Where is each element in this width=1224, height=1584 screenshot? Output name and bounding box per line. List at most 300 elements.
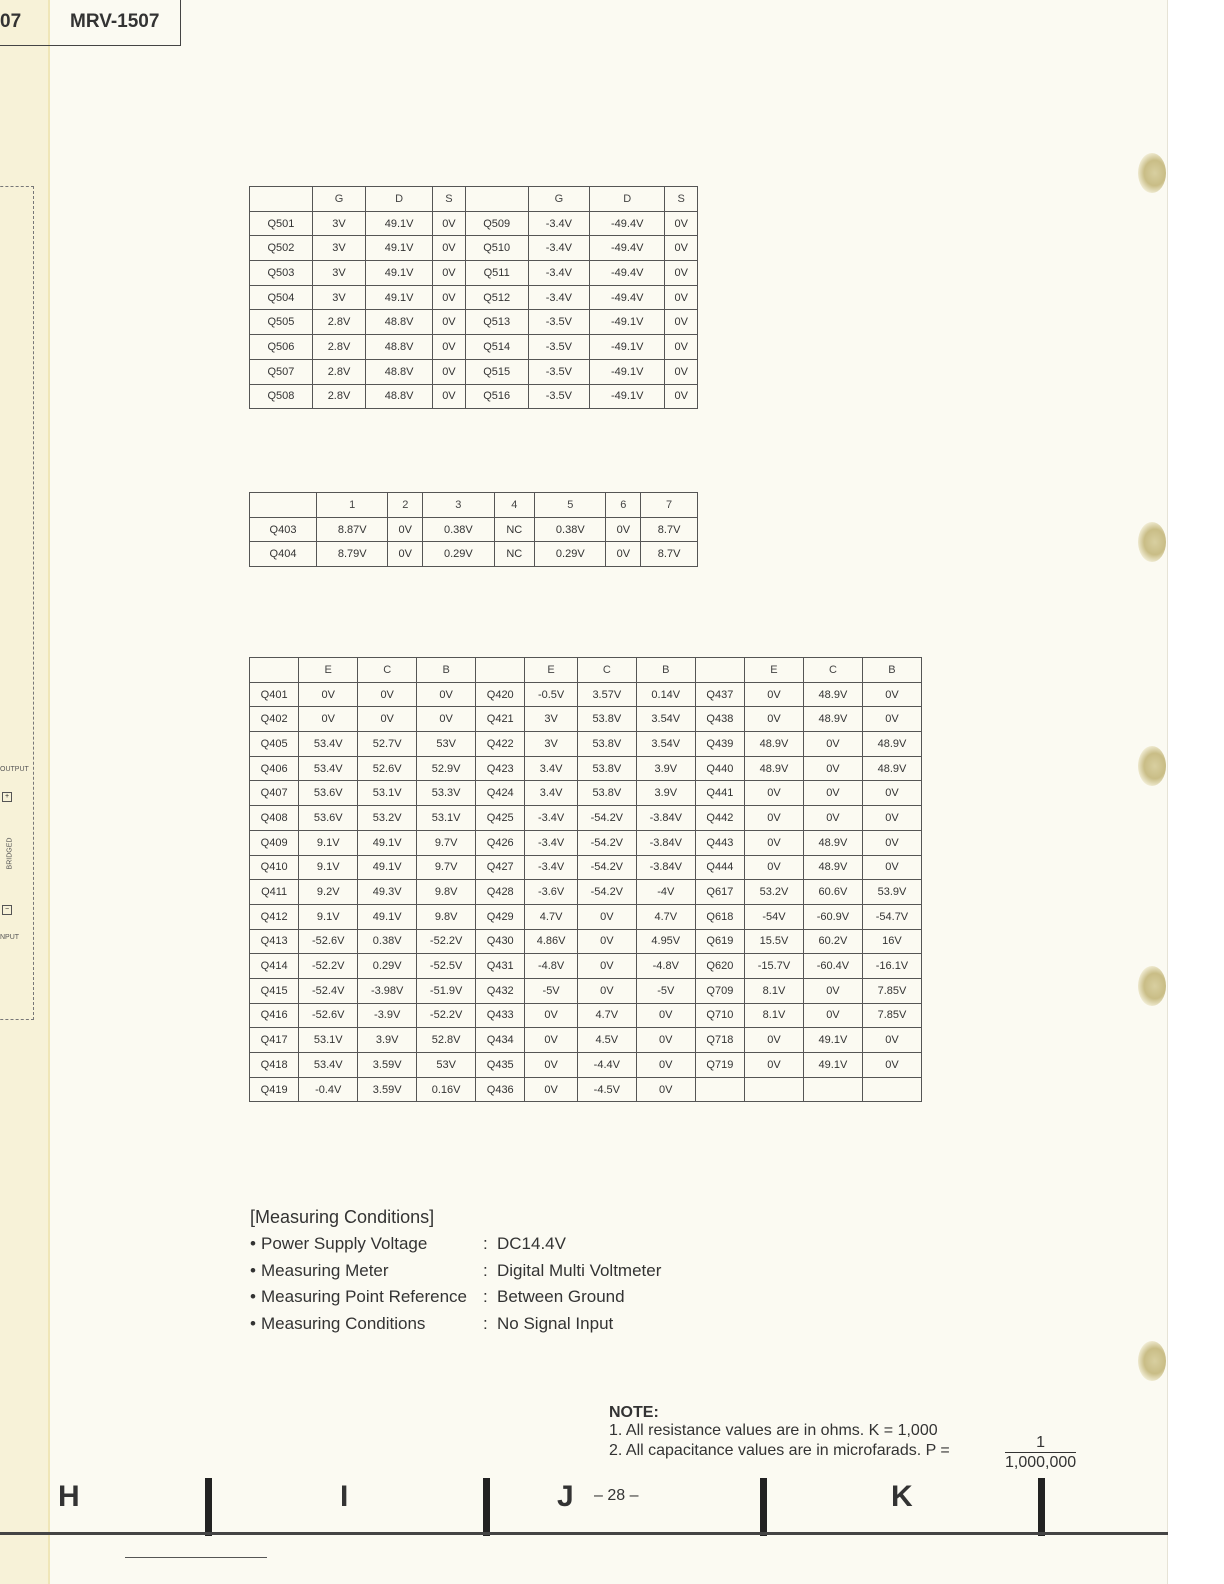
- table-cell: 52.6V: [358, 756, 417, 781]
- grid-letter-i: I: [340, 1480, 349, 1513]
- table-cell: 0V: [433, 211, 466, 236]
- table-cell: -4.4V: [577, 1053, 636, 1078]
- condition-value: No Signal Input: [497, 1313, 614, 1333]
- table-cell: 3.54V: [636, 732, 695, 757]
- table-row: [250, 236, 698, 261]
- table-cell: 9.1V: [299, 830, 358, 855]
- table-cell: 0V: [433, 236, 466, 261]
- table-cell: 0V: [417, 707, 476, 732]
- condition-row: [250, 1234, 566, 1261]
- table-row: [250, 1003, 922, 1028]
- table-cell: -15.7V: [745, 954, 804, 979]
- table-cell: Q414: [250, 954, 299, 979]
- table-cell: 9.8V: [417, 904, 476, 929]
- table-cell: -3.84V: [636, 806, 695, 831]
- table-cell: -52.4V: [299, 978, 358, 1003]
- table-row: [250, 384, 698, 409]
- table-cell: Q618: [695, 904, 744, 929]
- table-cell: 0V: [665, 335, 698, 360]
- grid-divider: [205, 1478, 212, 1536]
- table-cell: 3.4V: [525, 781, 577, 806]
- table-cell: -3.4V: [528, 285, 589, 310]
- header-page-fragment: 07: [0, 11, 22, 32]
- table-cell: -3.4V: [525, 806, 577, 831]
- table-cell: 3V: [312, 211, 365, 236]
- table-cell: 0V: [862, 707, 921, 732]
- table-cell: 52.8V: [417, 1028, 476, 1053]
- table-cell: Q427: [476, 855, 525, 880]
- table-cell: 0.38V: [423, 517, 494, 542]
- bottom-border-line: [0, 1532, 1168, 1535]
- grid-divider: [1038, 1478, 1045, 1536]
- table-cell: 4.7V: [525, 904, 577, 929]
- table-cell: Q444: [695, 855, 744, 880]
- table-cell: 2.8V: [312, 359, 365, 384]
- table-cell: -54.7V: [862, 904, 921, 929]
- table-cell: 0V: [433, 384, 466, 409]
- table-row: [250, 1077, 922, 1102]
- column-header: C: [358, 658, 417, 683]
- table-cell: 60.2V: [803, 929, 862, 954]
- column-header: S: [433, 187, 466, 212]
- table-cell: -52.6V: [299, 1003, 358, 1028]
- table-cell: 9.7V: [417, 830, 476, 855]
- column-header: B: [862, 658, 921, 683]
- table-cell: 2.8V: [312, 335, 365, 360]
- table-cell: 53.4V: [299, 1053, 358, 1078]
- condition-row: [250, 1287, 625, 1314]
- table-cell: Q441: [695, 781, 744, 806]
- condition-label: Measuring Conditions: [261, 1313, 426, 1333]
- table-cell: 53.2V: [358, 806, 417, 831]
- table-cell: 0V: [862, 855, 921, 880]
- table-cell: -51.9V: [417, 978, 476, 1003]
- table-cell: 0V: [577, 954, 636, 979]
- table-cell: Q442: [695, 806, 744, 831]
- table-cell: Q433: [476, 1003, 525, 1028]
- table-cell: -3.98V: [358, 978, 417, 1003]
- table-cell: -3.5V: [528, 359, 589, 384]
- table-cell: 48.8V: [366, 310, 433, 335]
- column-header: 5: [535, 493, 606, 518]
- table-cell: -49.4V: [590, 236, 665, 261]
- table-cell: 4.86V: [525, 929, 577, 954]
- column-header: [250, 187, 313, 212]
- table-cell: [862, 1077, 921, 1102]
- table-cell: 0V: [665, 285, 698, 310]
- table-cell: 7.85V: [862, 978, 921, 1003]
- binder-hole: [1138, 746, 1166, 786]
- table-cell: 0V: [862, 1053, 921, 1078]
- table-cell: 0V: [862, 781, 921, 806]
- table-cell: 0V: [636, 1028, 695, 1053]
- table-cell: Q416: [250, 1003, 299, 1028]
- conditions-title: [Measuring Conditions]: [250, 1207, 435, 1227]
- table-cell: Q709: [695, 978, 744, 1003]
- table-cell: 0V: [862, 806, 921, 831]
- table-cell: 0V: [665, 310, 698, 335]
- table-cell: 0.38V: [535, 517, 606, 542]
- table-cell: 53.8V: [577, 756, 636, 781]
- table-cell: Q426: [476, 830, 525, 855]
- table-row: [250, 211, 698, 236]
- table-cell: 53.6V: [299, 781, 358, 806]
- table-cell: 60.6V: [803, 880, 862, 905]
- table-row: [250, 285, 698, 310]
- table-cell: Q423: [476, 756, 525, 781]
- table-row: [250, 359, 698, 384]
- table-cell: Q402: [250, 707, 299, 732]
- ic-pin-voltage-table: [249, 492, 698, 567]
- table-cell: Q401: [250, 682, 299, 707]
- table-cell: Q408: [250, 806, 299, 831]
- table-cell: 49.1V: [358, 830, 417, 855]
- table-cell: Q422: [476, 732, 525, 757]
- table-cell: 3V: [525, 707, 577, 732]
- table-cell: 48.9V: [745, 732, 804, 757]
- table-row: [250, 830, 922, 855]
- table-cell: 3.4V: [525, 756, 577, 781]
- table-cell: 49.3V: [358, 880, 417, 905]
- table-cell: -49.1V: [590, 310, 665, 335]
- table-cell: 0V: [577, 904, 636, 929]
- table-cell: 48.9V: [803, 855, 862, 880]
- table-cell: 48.9V: [745, 756, 804, 781]
- table-cell: 53.8V: [577, 781, 636, 806]
- column-header: 2: [388, 493, 423, 518]
- table-cell: -3.4V: [525, 830, 577, 855]
- binder-hole: [1138, 966, 1166, 1006]
- table-cell: 0V: [803, 806, 862, 831]
- column-header: 3: [423, 493, 494, 518]
- table-row: [250, 707, 922, 732]
- table-cell: 49.1V: [358, 904, 417, 929]
- table-cell: Q516: [465, 384, 528, 409]
- table-cell: 0V: [606, 542, 641, 567]
- table-cell: 53V: [417, 1053, 476, 1078]
- table-cell: 0V: [665, 359, 698, 384]
- table-cell: 0V: [803, 1003, 862, 1028]
- table-cell: -49.4V: [590, 261, 665, 286]
- grid-divider: [760, 1478, 767, 1536]
- table-cell: 4.7V: [636, 904, 695, 929]
- fet-voltage-table: [249, 186, 698, 409]
- table-cell: 0V: [862, 1028, 921, 1053]
- table-cell: 0V: [433, 359, 466, 384]
- table-cell: -52.2V: [299, 954, 358, 979]
- table-cell: Q515: [465, 359, 528, 384]
- table-cell: 3V: [312, 261, 365, 286]
- table-cell: 49.1V: [366, 236, 433, 261]
- table-cell: Q502: [250, 236, 313, 261]
- table-cell: Q512: [465, 285, 528, 310]
- table-cell: Q719: [695, 1053, 744, 1078]
- condition-value: Digital Multi Voltmeter: [497, 1260, 662, 1280]
- table-cell: Q443: [695, 830, 744, 855]
- table-cell: 0.16V: [417, 1077, 476, 1102]
- condition-label: Measuring Meter: [261, 1260, 389, 1280]
- table-cell: 3V: [312, 236, 365, 261]
- table-header-row: [250, 658, 922, 683]
- table-cell: Q710: [695, 1003, 744, 1028]
- table-cell: 8.1V: [745, 978, 804, 1003]
- table-cell: 7.85V: [862, 1003, 921, 1028]
- table-cell: Q432: [476, 978, 525, 1003]
- table-cell: 3.9V: [636, 781, 695, 806]
- table-cell: 53.4V: [299, 756, 358, 781]
- colon: :: [483, 1234, 488, 1253]
- table-cell: -52.6V: [299, 929, 358, 954]
- fraction: [1005, 1434, 1076, 1472]
- table-cell: 0V: [525, 1053, 577, 1078]
- table-cell: 0V: [636, 1077, 695, 1102]
- table-cell: Q409: [250, 830, 299, 855]
- table-cell: 9.1V: [299, 855, 358, 880]
- table-cell: Q511: [465, 261, 528, 286]
- table-cell: Q440: [695, 756, 744, 781]
- table-cell: 3.57V: [577, 682, 636, 707]
- table-row: [250, 732, 922, 757]
- table-row: [250, 756, 922, 781]
- table-cell: 0V: [665, 384, 698, 409]
- table-cell: 0.29V: [358, 954, 417, 979]
- table-cell: 0V: [745, 855, 804, 880]
- column-header: D: [366, 187, 433, 212]
- table-row: [250, 1028, 922, 1053]
- table-cell: [745, 1077, 804, 1102]
- column-header: [465, 187, 528, 212]
- column-header: E: [745, 658, 804, 683]
- table-cell: Q413: [250, 929, 299, 954]
- table-cell: -49.1V: [590, 384, 665, 409]
- table-cell: -52.2V: [417, 1003, 476, 1028]
- header-model-name: MRV-1507: [70, 11, 160, 32]
- table-row: [250, 929, 922, 954]
- table-cell: Q403: [250, 517, 317, 542]
- table-cell: -4V: [636, 880, 695, 905]
- table-cell: 0V: [433, 335, 466, 360]
- column-header: 7: [641, 493, 698, 518]
- column-header: B: [417, 658, 476, 683]
- fraction-numerator: 1: [1036, 1434, 1046, 1451]
- table-cell: 52.7V: [358, 732, 417, 757]
- column-header: C: [803, 658, 862, 683]
- table-cell: Q418: [250, 1053, 299, 1078]
- colon: :: [483, 1287, 488, 1306]
- table-cell: 2.8V: [312, 384, 365, 409]
- table-cell: -4.8V: [636, 954, 695, 979]
- table-cell: 0V: [299, 707, 358, 732]
- table-cell: -3.5V: [528, 310, 589, 335]
- table-cell: Q718: [695, 1028, 744, 1053]
- table-cell: -60.4V: [803, 954, 862, 979]
- table-cell: 8.7V: [641, 542, 698, 567]
- table-cell: 8.1V: [745, 1003, 804, 1028]
- table-cell: -54.2V: [577, 830, 636, 855]
- side-label-bridged: BRIDGED: [6, 837, 14, 870]
- adjacent-diagram-dashed-frame: [0, 186, 34, 1020]
- table-cell: Q435: [476, 1053, 525, 1078]
- table-cell: 53.1V: [417, 806, 476, 831]
- table-cell: 0V: [636, 1053, 695, 1078]
- table-cell: 0V: [745, 1053, 804, 1078]
- table-cell: -52.5V: [417, 954, 476, 979]
- table-cell: Q404: [250, 542, 317, 567]
- table-header-row: [250, 493, 698, 518]
- table-cell: Q425: [476, 806, 525, 831]
- table-cell: Q436: [476, 1077, 525, 1102]
- table-cell: 0V: [358, 707, 417, 732]
- table-cell: NC: [494, 517, 535, 542]
- table-cell: Q410: [250, 855, 299, 880]
- column-header: D: [590, 187, 665, 212]
- table-cell: 3.9V: [358, 1028, 417, 1053]
- grid-letter-h: H: [58, 1480, 80, 1513]
- table-cell: 53.2V: [745, 880, 804, 905]
- table-cell: 9.8V: [417, 880, 476, 905]
- table-cell: 3.9V: [636, 756, 695, 781]
- table-cell: Q419: [250, 1077, 299, 1102]
- table-cell: 0V: [745, 682, 804, 707]
- table-cell: Q507: [250, 359, 313, 384]
- table-cell: 0V: [745, 781, 804, 806]
- table-cell: Q513: [465, 310, 528, 335]
- table-cell: Q506: [250, 335, 313, 360]
- table-cell: Q407: [250, 781, 299, 806]
- binder-hole: [1138, 153, 1166, 193]
- table-cell: -49.1V: [590, 335, 665, 360]
- table-row: [250, 904, 922, 929]
- table-cell: -49.4V: [590, 285, 665, 310]
- table-row: [250, 1053, 922, 1078]
- page-right-edge: [1167, 0, 1224, 1584]
- column-header: G: [312, 187, 365, 212]
- table-cell: Q438: [695, 707, 744, 732]
- note-resistance: 1. All resistance values are in ohms. K = 1,000: [609, 1422, 938, 1439]
- table-cell: 0V: [862, 682, 921, 707]
- table-cell: 15.5V: [745, 929, 804, 954]
- table-cell: 3.59V: [358, 1077, 417, 1102]
- table-cell: Q434: [476, 1028, 525, 1053]
- table-cell: 53.1V: [358, 781, 417, 806]
- table-cell: -52.2V: [417, 929, 476, 954]
- note-block: [609, 1404, 1077, 1471]
- table-cell: 0V: [299, 682, 358, 707]
- table-row: [250, 517, 698, 542]
- table-cell: -5V: [525, 978, 577, 1003]
- table-row: [250, 310, 698, 335]
- colon: :: [483, 1260, 488, 1280]
- binder-hole: [1138, 1341, 1166, 1381]
- table-cell: 0V: [433, 310, 466, 335]
- note-title: NOTE:: [609, 1404, 659, 1421]
- table-row: [250, 542, 698, 567]
- bottom-underline: [125, 1557, 267, 1558]
- column-header: [476, 658, 525, 683]
- table-cell: -54.2V: [577, 880, 636, 905]
- column-header: E: [299, 658, 358, 683]
- table-cell: Q510: [465, 236, 528, 261]
- table-cell: 16V: [862, 929, 921, 954]
- condition-value: Between Ground: [497, 1287, 625, 1306]
- table-cell: 4.5V: [577, 1028, 636, 1053]
- table-cell: -54.2V: [577, 806, 636, 831]
- table-cell: -3.84V: [636, 830, 695, 855]
- table-cell: 48.9V: [803, 830, 862, 855]
- table-cell: 53.9V: [862, 880, 921, 905]
- table-cell: -3.5V: [528, 384, 589, 409]
- column-header: G: [528, 187, 589, 212]
- table-cell: -4.8V: [525, 954, 577, 979]
- column-header: [250, 493, 317, 518]
- page-number: – 28 –: [594, 1487, 639, 1504]
- table-row: [250, 954, 922, 979]
- table-cell: 53.8V: [577, 707, 636, 732]
- table-cell: 53.3V: [417, 781, 476, 806]
- table-cell: 4.7V: [577, 1003, 636, 1028]
- table-cell: -0.5V: [525, 682, 577, 707]
- table-cell: 0V: [417, 682, 476, 707]
- table-cell: 0V: [388, 517, 423, 542]
- grid-letter-j: J: [557, 1480, 574, 1513]
- table-cell: 3.59V: [358, 1053, 417, 1078]
- table-cell: 0V: [745, 707, 804, 732]
- table-cell: Q431: [476, 954, 525, 979]
- table-cell: 48.8V: [366, 384, 433, 409]
- table-row: [250, 335, 698, 360]
- side-terminal-plus: +: [2, 792, 12, 802]
- table-cell: 0V: [388, 542, 423, 567]
- grid-divider: [483, 1478, 490, 1536]
- measuring-conditions: [250, 1207, 662, 1340]
- table-cell: 0V: [665, 261, 698, 286]
- table-cell: 2.8V: [312, 310, 365, 335]
- column-header: 6: [606, 493, 641, 518]
- table-cell: -3.4V: [525, 855, 577, 880]
- table-cell: 0V: [525, 1077, 577, 1102]
- table-cell: 48.9V: [862, 732, 921, 757]
- table-cell: NC: [494, 542, 535, 567]
- table-cell: 53V: [417, 732, 476, 757]
- bullet: •: [250, 1313, 256, 1333]
- fraction-denominator: 1,000,000: [1005, 1454, 1077, 1471]
- table-cell: 0V: [577, 929, 636, 954]
- table-cell: Q617: [695, 880, 744, 905]
- table-cell: 49.1V: [803, 1028, 862, 1053]
- table-cell: Q415: [250, 978, 299, 1003]
- table-cell: -5V: [636, 978, 695, 1003]
- table-cell: 0V: [803, 756, 862, 781]
- table-cell: Q508: [250, 384, 313, 409]
- table-cell: 0V: [358, 682, 417, 707]
- table-cell: 8.79V: [317, 542, 388, 567]
- table-cell: Q437: [695, 682, 744, 707]
- table-cell: Q504: [250, 285, 313, 310]
- colon: :: [483, 1313, 488, 1333]
- table-cell: 0V: [525, 1028, 577, 1053]
- table-cell: 0V: [803, 978, 862, 1003]
- table-cell: 0.14V: [636, 682, 695, 707]
- table-cell: [803, 1077, 862, 1102]
- table-cell: Q417: [250, 1028, 299, 1053]
- table-cell: -3.4V: [528, 236, 589, 261]
- table-cell: 48.9V: [803, 682, 862, 707]
- condition-row: [250, 1260, 662, 1288]
- binder-hole: [1138, 522, 1166, 562]
- condition-label: Measuring Point Reference: [261, 1287, 468, 1306]
- column-header: [695, 658, 744, 683]
- table-cell: 53.6V: [299, 806, 358, 831]
